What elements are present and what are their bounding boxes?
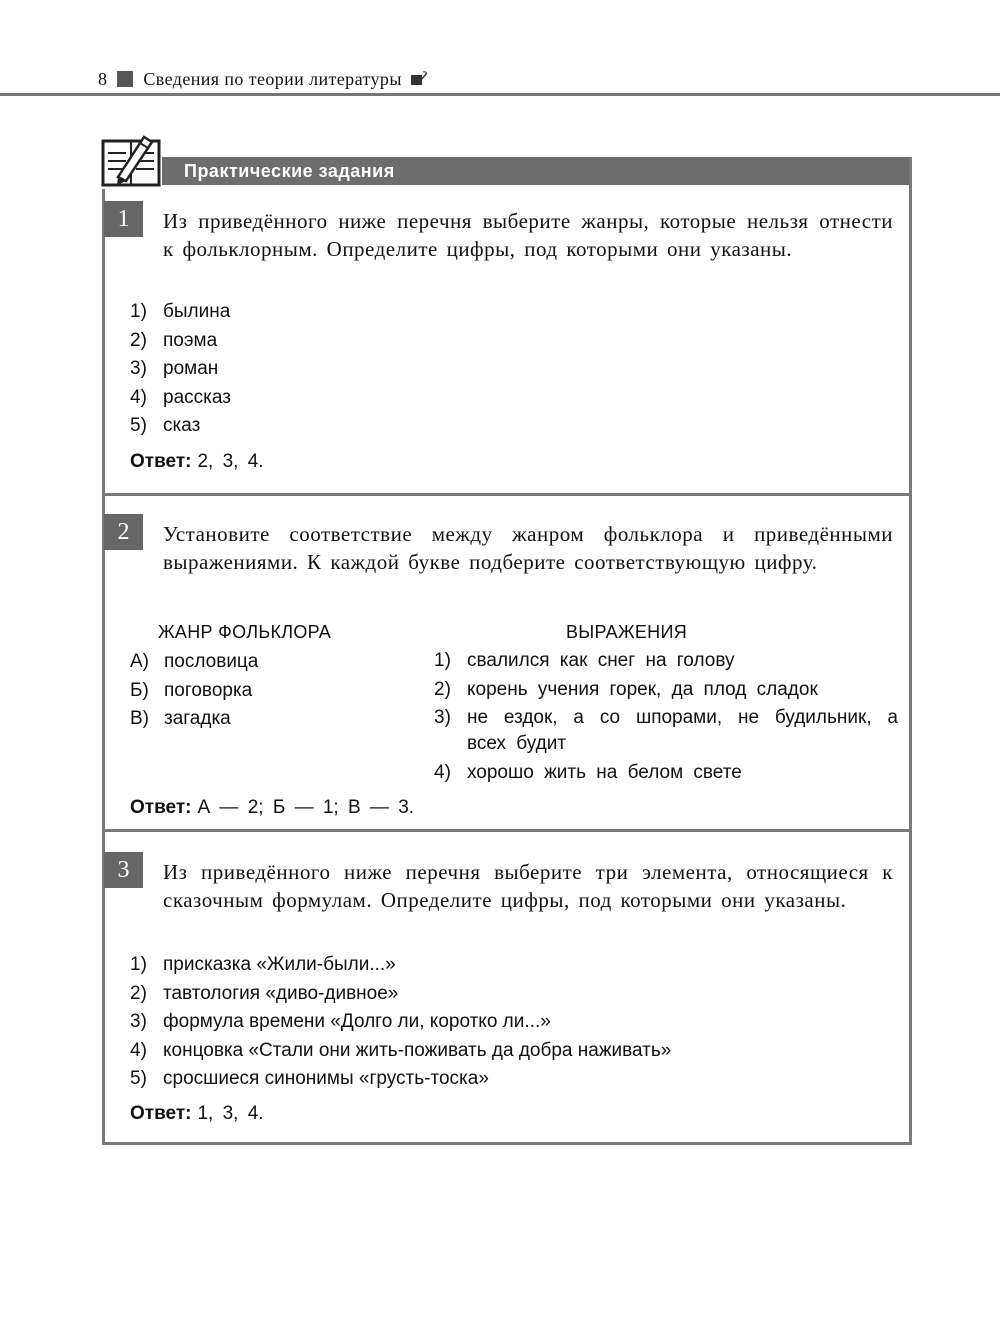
answer-line	[130, 1103, 264, 1125]
task-prompt: Из приведённого ниже перечня выберите три элемента, относящиеся к сказочным формулам. Определите цифры, под которыми они указаны.	[163, 860, 893, 912]
list-item: 1) присказка «Жили-были...»	[130, 954, 396, 975]
page-number: 8	[98, 68, 108, 89]
answer-line	[130, 451, 264, 473]
answer-value: 1, 3, 4.	[197, 1103, 264, 1124]
list-item: 3) не ездок, а со шпорами, не будильник, а всех будит	[434, 707, 898, 754]
list-item: 4) концовка «Стали они жить-поживать да добра наживать»	[130, 1039, 672, 1061]
task-prompt: Из приведённого ниже перечня выберите жанры, которые нельзя отнести к фольклорным. Определите цифры, под которыми они указаны.	[163, 209, 893, 261]
task-divider	[102, 493, 911, 496]
task-number-badge: 3	[104, 852, 143, 888]
answer-label: Ответ:	[130, 451, 192, 472]
notebook-pencil-icon	[100, 131, 162, 189]
expressions-list	[434, 648, 898, 788]
list-item: Б) поговорка	[130, 679, 253, 701]
answer-label: Ответ:	[130, 1103, 192, 1124]
list-item: 2) тавтология «диво-дивное»	[130, 982, 399, 1004]
options-list	[130, 298, 231, 441]
task-prompt: Установите соответствие между жанром фольклора и приведёнными выражениями. К каждой букве подберите соответствующую цифру.	[163, 522, 893, 574]
column-header-genre: ЖАНР ФОЛЬКЛОРА	[158, 622, 332, 642]
section-title: Практические задания	[160, 157, 909, 185]
header-square-icon	[117, 71, 133, 87]
answer-value: А — 2; Б — 1; В — 3.	[197, 797, 415, 818]
list-item: 5) сказ	[130, 415, 201, 436]
list-item: 2) корень учения горек, да плод сладок	[434, 678, 818, 700]
running-head	[98, 66, 428, 92]
list-item: 5) сросшиеся синонимы «грусть-тоска»	[130, 1068, 489, 1089]
answer-value: 2, 3, 4.	[197, 451, 264, 472]
list-item: 1) свалился как снег на голову	[434, 650, 735, 671]
list-item: 2) поэма	[130, 329, 218, 351]
book-pen-icon	[410, 71, 428, 87]
header-rule	[0, 93, 1000, 96]
task-number-badge: 1	[104, 201, 143, 237]
list-item: 4) рассказ	[130, 386, 231, 408]
list-item: А) пословица	[130, 651, 259, 672]
running-title: Сведения по теории литературы	[143, 68, 402, 89]
list-item: 3) формула времени «Долго ли, коротко ли...»	[130, 1011, 551, 1032]
task-number-badge: 2	[104, 514, 143, 550]
answer-line	[130, 797, 414, 819]
list-item: 1) былина	[130, 301, 231, 322]
options-list	[130, 951, 671, 1094]
column-header-expressions: ВЫРАЖЕНИЯ	[566, 622, 688, 642]
task-divider	[102, 829, 911, 832]
list-item: 3) роман	[130, 358, 219, 379]
list-item: В) загадка	[130, 708, 231, 729]
answer-label: Ответ:	[130, 797, 192, 818]
list-item: 4) хорошо жить на белом свете	[434, 761, 742, 783]
genre-list	[130, 648, 258, 734]
